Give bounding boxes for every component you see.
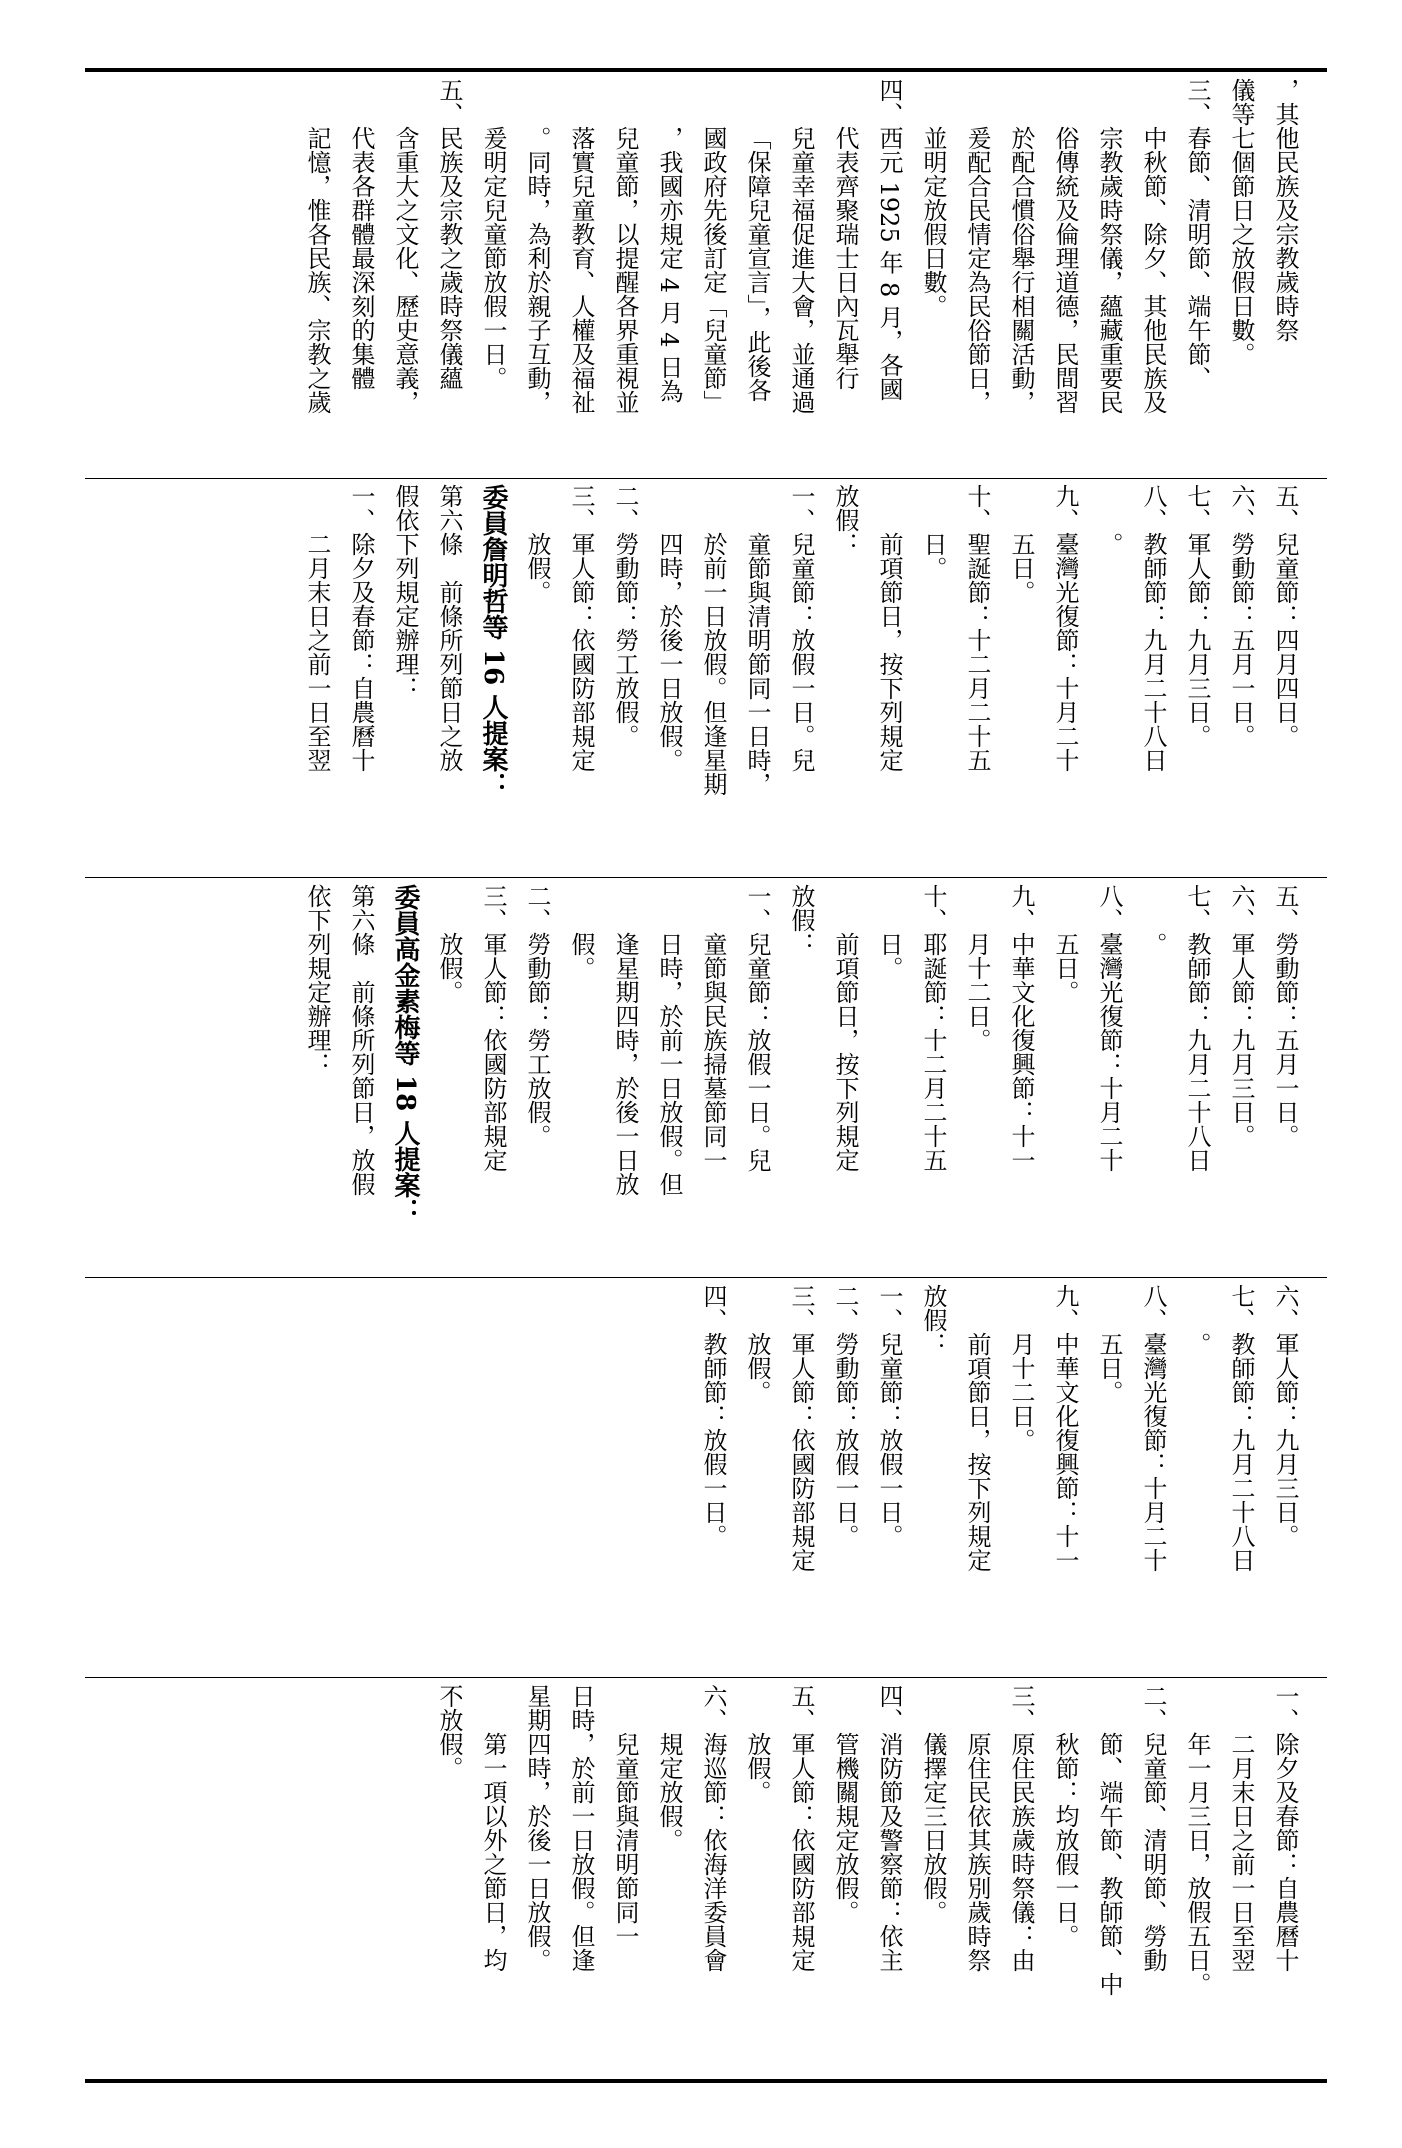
text-line: 二、勞動節：勞工放假。 — [523, 884, 551, 1148]
text-line: 。 — [1183, 1332, 1211, 1356]
text-line: 一、除夕及春節：自農曆十 — [1271, 1684, 1299, 1972]
text-line: 兒童節與清明節同一 — [611, 1732, 639, 1948]
band-divider — [85, 877, 1327, 878]
text-line: 日。 — [919, 532, 947, 580]
text-line: 放假。 — [435, 932, 463, 1004]
text-line: 記憶，惟各民族、宗教之歲 — [303, 126, 331, 414]
text-line: 九、臺灣光復節：十月二十 — [1051, 484, 1079, 772]
text-line: 並明定放假日數。 — [919, 126, 947, 318]
text-line: 假依下列規定辦理： — [391, 484, 419, 700]
text-line: 「保障兒童宣言」，此後各 — [743, 126, 771, 402]
text-line: 放假。 — [523, 532, 551, 604]
text-line: 依下列規定辦理： — [303, 884, 331, 1076]
text-line: 原住民依其族別歲時祭 — [963, 1732, 991, 1972]
text-line: 五、軍人節：依國防部規定 — [787, 1684, 815, 1972]
text-line: 第一項以外之節日，均 — [479, 1732, 507, 1972]
text-column-band-1 — [77, 78, 1307, 476]
text-line: 七、教師節：九月二十八日 — [1227, 1284, 1255, 1572]
text-line: 二月末日之前一日至翌 — [1227, 1732, 1255, 1972]
text-line: 四、消防節及警察節：依主 — [875, 1684, 903, 1972]
band-divider — [85, 478, 1327, 479]
text-line: 四、西元 1925 年 8 月，各國 — [875, 78, 903, 401]
text-line: 於前一日放假。但逢星期 — [699, 532, 727, 796]
text-line: 六、軍人節：九月三日。 — [1271, 1284, 1299, 1548]
text-line: 。 — [1139, 932, 1167, 956]
text-line: 十、耶誕節：十二月二十五 — [919, 884, 947, 1172]
text-line: 五日。 — [1051, 932, 1079, 1004]
text-line: 含重大之文化、歷史意義， — [391, 126, 419, 414]
text-line: 八、教師節：九月二十八日 — [1139, 484, 1167, 772]
text-line: ，我國亦規定 4 月 4 日為 — [655, 126, 683, 404]
text-line: 國政府先後訂定「兒童節」 — [699, 126, 727, 414]
text-line: 日時，於前一日放假。但 — [655, 932, 683, 1196]
top-rule — [85, 68, 1327, 72]
text-line: 儀擇定三日放假。 — [919, 1732, 947, 1924]
text-line: 三、原住民族歲時祭儀：由 — [1007, 1684, 1035, 1972]
text-line: ，其他民族及宗教歲時祭 — [1271, 78, 1299, 342]
text-line: 七、教師節：九月二十八日 — [1183, 884, 1211, 1172]
text-line: 兒童節，以提醒各界重視並 — [611, 126, 639, 414]
text-line: 九、中華文化復興節：十一 — [1007, 884, 1035, 1172]
text-line: 日。 — [875, 932, 903, 980]
text-line: 月十二日。 — [963, 932, 991, 1052]
text-column-band-3 — [77, 884, 1307, 1276]
text-line: 代表各群體最深刻的集體 — [347, 126, 375, 390]
text-line: 日時，於前一日放假。但逢 — [567, 1684, 595, 1972]
text-line: 五、兒童節：四月四日。 — [1271, 484, 1299, 748]
text-column-band-2 — [77, 484, 1307, 876]
text-line: 代表齊聚瑞士日內瓦舉行 — [831, 126, 859, 390]
text-line: 九、中華文化復興節：十一 — [1051, 1284, 1079, 1572]
text-line: 二、勞動節：放假一日。 — [831, 1284, 859, 1548]
text-column-band-4 — [77, 1284, 1307, 1676]
text-line: 放假。 — [743, 1332, 771, 1404]
text-line: 前項節日，按下列規定 — [831, 932, 859, 1172]
text-line: 年一月三日，放假五日。 — [1183, 1732, 1211, 1996]
text-line: 童節與民族掃墓節同一 — [699, 932, 727, 1172]
text-line: 月十二日。 — [1007, 1332, 1035, 1452]
text-line: 放假： — [831, 484, 859, 556]
text-line: 宗教歲時祭儀，蘊藏重要民 — [1095, 126, 1123, 414]
text-line: 六、勞動節：五月一日。 — [1227, 484, 1255, 748]
text-column-band-5 — [77, 1684, 1307, 2074]
text-line: 放假。 — [743, 1732, 771, 1804]
text-line: 二月末日之前一日至翌 — [303, 532, 331, 772]
text-line: 一、兒童節：放假一日。兒 — [787, 484, 815, 772]
proposal-heading: 委員高金素梅等 18 人提案： — [390, 884, 420, 1225]
text-line: 。同時，為利於親子互動， — [523, 126, 551, 414]
text-line: 一、兒童節：放假一日。兒 — [743, 884, 771, 1172]
text-line: 星期四時，於後一日放假。 — [523, 1684, 551, 1972]
text-line: 儀等七個節日之放假日數。 — [1227, 78, 1255, 366]
text-line: 六、軍人節：九月三日。 — [1227, 884, 1255, 1148]
text-line: 三、軍人節：依國防部規定 — [567, 484, 595, 772]
text-line: 管機關規定放假。 — [831, 1732, 859, 1924]
text-line: 四、教師節：放假一日。 — [699, 1284, 727, 1548]
text-line: 童節與清明節同一日時， — [743, 532, 771, 796]
text-line: 逢星期四時，於後一日放 — [611, 932, 639, 1196]
text-line: 前項節日，按下列規定 — [875, 532, 903, 772]
text-line: 二、兒童節、清明節、勞動 — [1139, 1684, 1167, 1972]
text-line: 二、勞動節：勞工放假。 — [611, 484, 639, 748]
text-line: 兒童幸福促進大會，並通過 — [787, 126, 815, 414]
text-line: 一、除夕及春節：自農曆十 — [347, 484, 375, 772]
text-line: 四時，於後一日放假。 — [655, 532, 683, 772]
text-line: 前項節日，按下列規定 — [963, 1332, 991, 1572]
text-line: 八、臺灣光復節：十月二十 — [1095, 884, 1123, 1172]
bottom-rule — [85, 2079, 1327, 2083]
proposal-heading: 委員詹明哲等 16 人提案： — [478, 484, 508, 799]
text-line: 第六條 前條所列節日之放 — [435, 484, 463, 772]
text-line: 五日。 — [1095, 1332, 1123, 1404]
text-line: 節、端午節、教師節、中 — [1095, 1732, 1123, 1996]
text-line: 落實兒童教育、人權及福祉 — [567, 126, 595, 414]
band-divider — [85, 1277, 1327, 1278]
text-line: 五、勞動節：五月一日。 — [1271, 884, 1299, 1148]
text-line: 假。 — [567, 932, 595, 980]
text-line: 三、軍人節：依國防部規定 — [787, 1284, 815, 1572]
text-line: 六、海巡節：依海洋委員會 — [699, 1684, 727, 1972]
band-divider — [85, 1677, 1327, 1678]
text-line: 十、聖誕節：十二月二十五 — [963, 484, 991, 772]
text-line: 七、軍人節：九月三日。 — [1183, 484, 1211, 748]
text-line: 中秋節、除夕、其他民族及 — [1139, 126, 1167, 414]
text-line: 秋節：均放假一日。 — [1051, 1732, 1079, 1948]
text-line: 八、臺灣光復節：十月二十 — [1139, 1284, 1167, 1572]
text-line: 爰配合民情定為民俗節日， — [963, 126, 991, 414]
text-line: 。 — [1095, 532, 1123, 556]
text-line: 一、兒童節：放假一日。 — [875, 1284, 903, 1548]
text-line: 三、軍人節：依國防部規定 — [479, 884, 507, 1172]
text-line: 五日。 — [1007, 532, 1035, 604]
text-line: 不放假。 — [435, 1684, 463, 1780]
text-line: 爰明定兒童節放假一日。 — [479, 126, 507, 390]
text-line: 三、春節、清明節、端午節、 — [1183, 78, 1211, 390]
text-line: 第六條 前條所列節日，放假 — [347, 884, 375, 1196]
text-line: 於配合慣俗舉行相關活動， — [1007, 126, 1035, 414]
text-line: 俗傳統及倫理道德，民間習 — [1051, 126, 1079, 414]
text-line: 五、民族及宗教之歲時祭儀蘊 — [435, 78, 463, 390]
text-line: 放假： — [787, 884, 815, 956]
text-line: 放假： — [919, 1284, 947, 1356]
text-line: 規定放假。 — [655, 1732, 683, 1852]
